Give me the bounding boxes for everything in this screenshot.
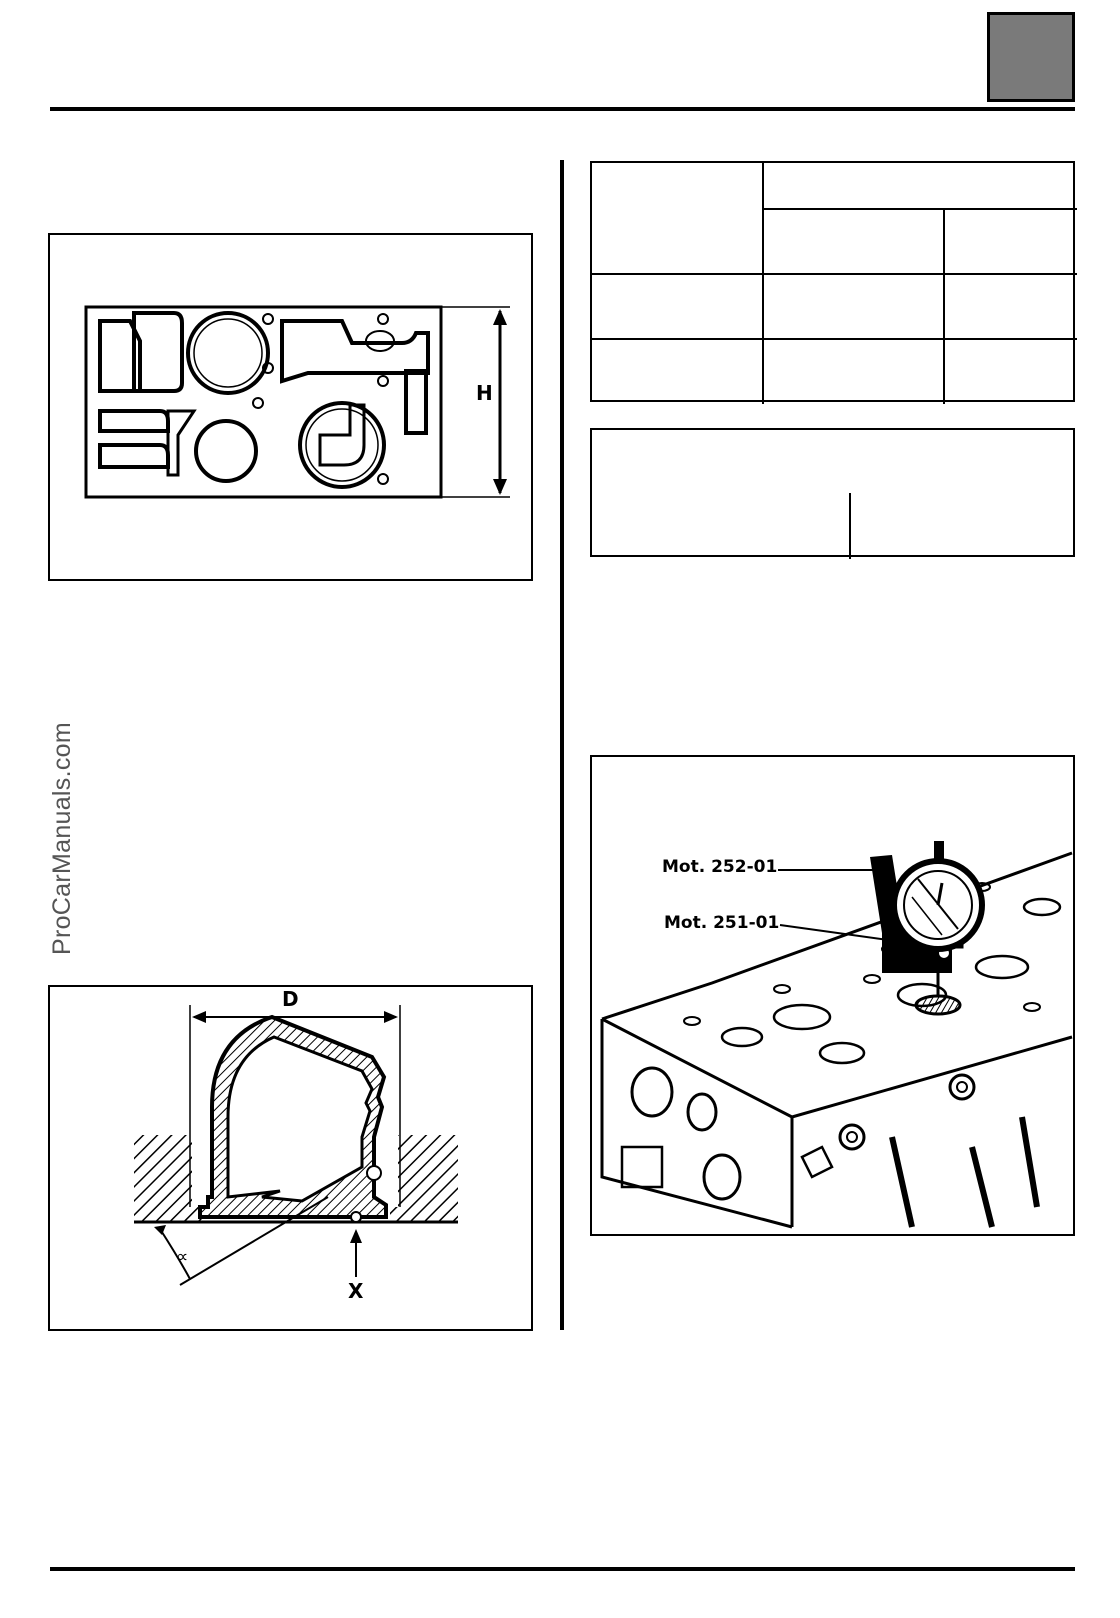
tool-label-mot-251-01: Mot. 251-01 (664, 913, 780, 933)
table-1-col-line-1 (762, 163, 764, 404)
gasket-figure (48, 233, 533, 581)
header-rule (50, 107, 1075, 111)
height-dimension-label: H (476, 381, 493, 405)
table-2-col-line (849, 493, 851, 559)
tool-label-mot-252-01: Mot. 252-01 (662, 857, 778, 877)
watermark-text: ProCarManuals.com (48, 722, 76, 955)
footer-rule (50, 1567, 1075, 1571)
section-tab-marker (987, 12, 1075, 102)
spec-table-1 (590, 161, 1075, 402)
valve-seat-figure (48, 985, 533, 1331)
diameter-label: D (282, 987, 299, 1011)
column-divider (560, 160, 564, 1330)
gasket-drawing (50, 235, 535, 583)
angle-label: ∝ (176, 1247, 189, 1267)
cylinder-head-figure (590, 755, 1075, 1236)
table-1-row-line-2 (592, 338, 1077, 340)
point-x-label: X (348, 1279, 364, 1303)
table-1-header-line (762, 208, 1077, 210)
cylinder-head-drawing (592, 757, 1077, 1238)
spec-table-2 (590, 428, 1075, 557)
table-1-row-line-1 (592, 273, 1077, 275)
valve-seat-drawing (50, 987, 535, 1333)
table-1-col-line-2 (943, 208, 945, 404)
